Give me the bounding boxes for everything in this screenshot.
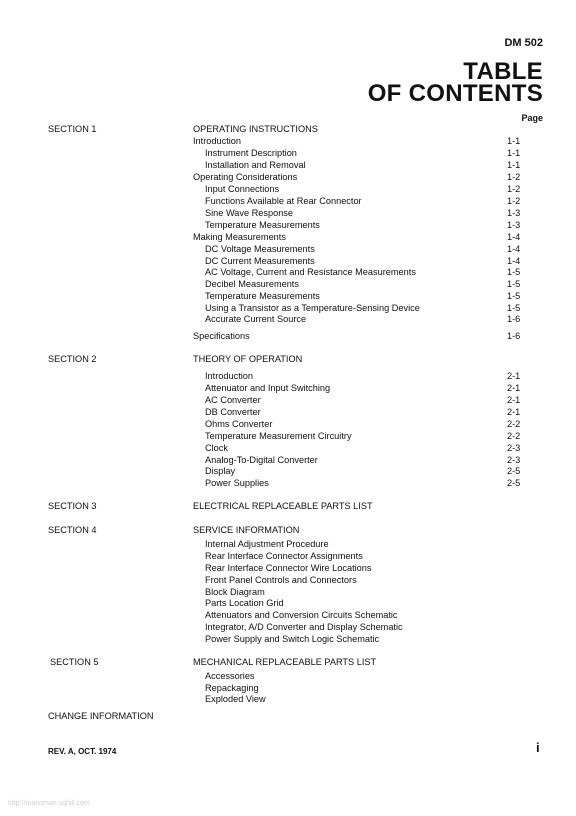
section-label: SECTION 1 [48,124,97,134]
toc-entry-page: 1-3 [507,208,521,218]
toc-entry-title: Decibel Measurements [205,279,299,289]
toc-entry-title: Display [205,466,236,476]
toc-entry-page: 1-5 [507,303,521,313]
toc-entry-title: Temperature Measurements [205,291,320,301]
toc-entry-title: MECHANICAL REPLACEABLE PARTS LIST [193,657,377,667]
toc-entry-title: AC Converter [205,395,261,405]
toc-entry-title: AC Voltage, Current and Resistance Measurements [205,267,416,277]
page-column-header: Page [521,113,543,123]
toc-entry-title: DC Current Measurements [205,256,315,266]
toc-entry-title: SERVICE INFORMATION [193,525,300,535]
toc-entry-title: THEORY OF OPERATION [193,354,303,364]
toc-entry-title: Temperature Measurement Circuitry [205,431,352,441]
toc-entry-page: 1-5 [507,267,521,277]
toc-entry-page: 2-3 [507,443,521,453]
toc-entry-title: Repackaging [205,683,259,693]
toc-entry-title: Using a Transistor as a Temperature-Sensing Device [205,303,420,313]
toc-entry-title: Operating Considerations [193,172,298,182]
section-label: CHANGE INFORMATION [48,711,154,721]
toc-entry-page: 2-2 [507,419,521,429]
toc-entry-title: Introduction [193,136,242,146]
revision-date: REV. A, OCT. 1974 [48,747,117,756]
model-number: DM 502 [504,37,543,49]
toc-entry-page: 2-2 [507,431,521,441]
toc-entry-page: 2-1 [507,371,521,381]
toc-entry-page: 1-1 [507,160,521,170]
toc-entry-title: Rear Interface Connector Assignments [205,551,363,561]
toc-entry-page: 1-2 [507,172,521,182]
toc-entry-title: Front Panel Controls and Connectors [205,575,357,585]
toc-entry-title: Attenuator and Input Switching [205,383,331,393]
toc-entry-page: 1-5 [507,291,521,301]
title-line-2: OF CONTENTS [367,80,543,107]
toc-entry-title: ELECTRICAL REPLACEABLE PARTS LIST [193,501,373,511]
toc-entry-page: 1-3 [507,220,521,230]
toc-entry-title: OPERATING INSTRUCTIONS [193,124,318,134]
toc-entry-title: Block Diagram [205,587,265,597]
toc-entry-title: Sine Wave Response [205,208,294,218]
toc-entry-page: 1-5 [507,279,521,289]
toc-entry-title: Parts Location Grid [205,598,284,608]
toc-entry-page: 1-2 [507,196,521,206]
section-label: SECTION 3 [48,501,97,511]
toc-entry-title: Accurate Current Source [205,314,307,324]
toc-entry-page: 2-1 [507,395,521,405]
toc-entry-title: Analog-To-Digital Converter [205,455,318,465]
section-label: SECTION 5 [50,657,99,667]
toc-entry-title: Clock [205,443,228,453]
toc-entry-page: 1-4 [507,232,521,242]
toc-entry-page: 1-4 [507,244,521,254]
section-label: SECTION 2 [48,354,97,364]
toc-entry-title: Integrator, A/D Converter and Display Schematic [205,622,403,632]
toc-entry-page: 2-5 [507,466,521,476]
toc-entry-page: 1-1 [507,148,521,158]
toc-entry-title: Accessories [205,671,255,681]
toc-entry-title: Internal Adjustment Procedure [205,539,329,549]
toc-entry-title: Input Connections [205,184,280,194]
toc-entry-page: 2-1 [507,383,521,393]
toc-entry-page: 2-1 [507,407,521,417]
toc-entry-title: DB Converter [205,407,261,417]
toc-entry-title: Making Measurements [193,232,286,242]
toc-entry-title: Specifications [193,331,250,341]
section-label: SECTION 4 [48,525,97,535]
toc-entry-page: 1-6 [507,314,521,324]
toc-entry-page: 1-4 [507,256,521,266]
toc-entry-page: 1-2 [507,184,521,194]
toc-entry-title: Exploded View [205,694,266,704]
title-line-1: TABLE [463,58,543,85]
page-title [367,58,543,107]
toc-entry-page: 2-5 [507,478,521,488]
toc-entry-page: 1-6 [507,331,521,341]
toc-entry-title: Introduction [205,371,254,381]
toc-entry-title: Installation and Removal [205,160,306,170]
toc-entry-page: 1-1 [507,136,521,146]
toc-entry-title: Power Supplies [205,478,269,488]
toc-entry-title: Instrument Description [205,148,297,158]
page-number: i [536,740,540,755]
toc-entry-title: Ohms Converter [205,419,273,429]
toc-entry-title: Temperature Measurements [205,220,320,230]
toc-entry-title: Functions Available at Rear Connector [205,196,362,206]
toc-entry-title: Rear Interface Connector Wire Locations [205,563,372,573]
toc-entry-page: 2-3 [507,455,521,465]
toc-entry-title: DC Voltage Measurements [205,244,315,254]
watermark: http://manoman.sqhill.com [8,800,90,807]
toc-entry-title: Attenuators and Conversion Circuits Schematic [205,610,398,620]
toc-entry-title: Power Supply and Switch Logic Schematic [205,634,380,644]
